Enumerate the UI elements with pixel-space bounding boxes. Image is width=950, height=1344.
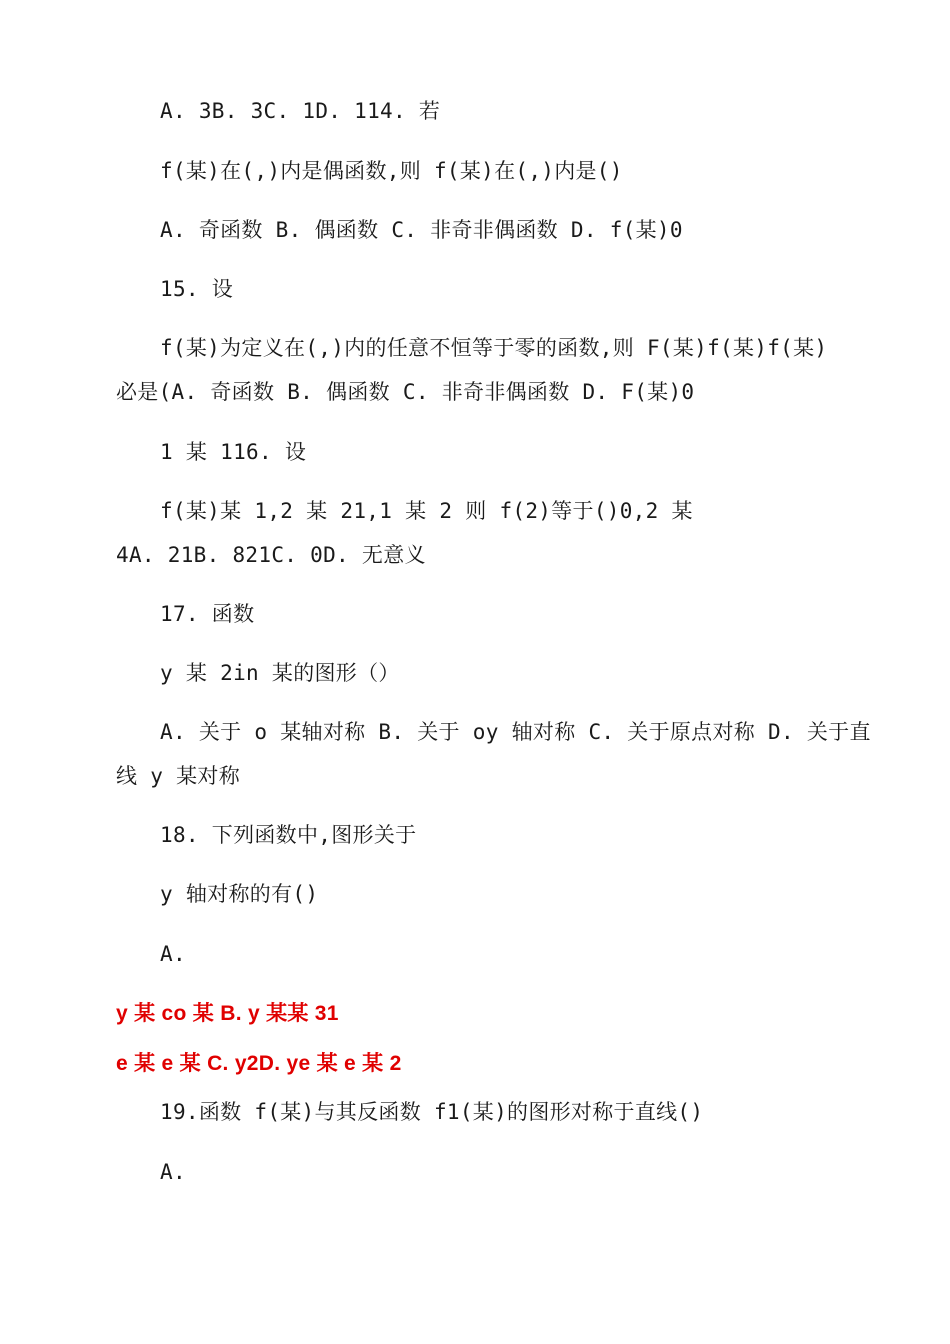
text-line: y 轴对称的有(): [160, 882, 319, 906]
text-line: 19.函数 f(某)与其反函数 f1(某)的图形对称于直线(): [160, 1100, 704, 1124]
highlighted-text-line: y 某 co 某 B. y 某某 31: [116, 1002, 339, 1025]
text-line: 4A. 21B. 821C. 0D. 无意义: [116, 543, 426, 567]
text-line: f(某)某 1,2 某 21,1 某 2 则 f(2)等于()0,2 某: [160, 499, 693, 523]
text-line: f(某)在(,)内是偶函数,则 f(某)在(,)内是(): [160, 159, 623, 183]
highlighted-text-line: e 某 e 某 C. y2D. ye 某 e 某 2: [116, 1052, 402, 1075]
text-line: 17. 函数: [160, 602, 255, 626]
text-line: f(某)为定义在(,)内的任意不恒等于零的函数,则 F(某)f(某)f(某): [160, 336, 828, 360]
text-line: y 某 2in 某的图形（）: [160, 661, 400, 685]
text-line: 18. 下列函数中,图形关于: [160, 823, 417, 847]
text-line: A.: [160, 1160, 186, 1184]
text-line: 线 y 某对称: [116, 764, 241, 788]
text-line: A.: [160, 942, 186, 966]
text-line: 1 某 116. 设: [160, 440, 307, 464]
text-line: A. 关于 o 某轴对称 B. 关于 oy 轴对称 C. 关于原点对称 D. 关于直: [160, 720, 871, 744]
text-line: A. 奇函数 B. 偶函数 C. 非奇非偶函数 D. f(某)0: [160, 218, 683, 242]
text-line: A. 3B. 3C. 1D. 114. 若: [160, 99, 441, 123]
text-line: 15. 设: [160, 277, 234, 301]
text-line: 必是(A. 奇函数 B. 偶函数 C. 非奇非偶函数 D. F(某)0: [116, 380, 695, 404]
